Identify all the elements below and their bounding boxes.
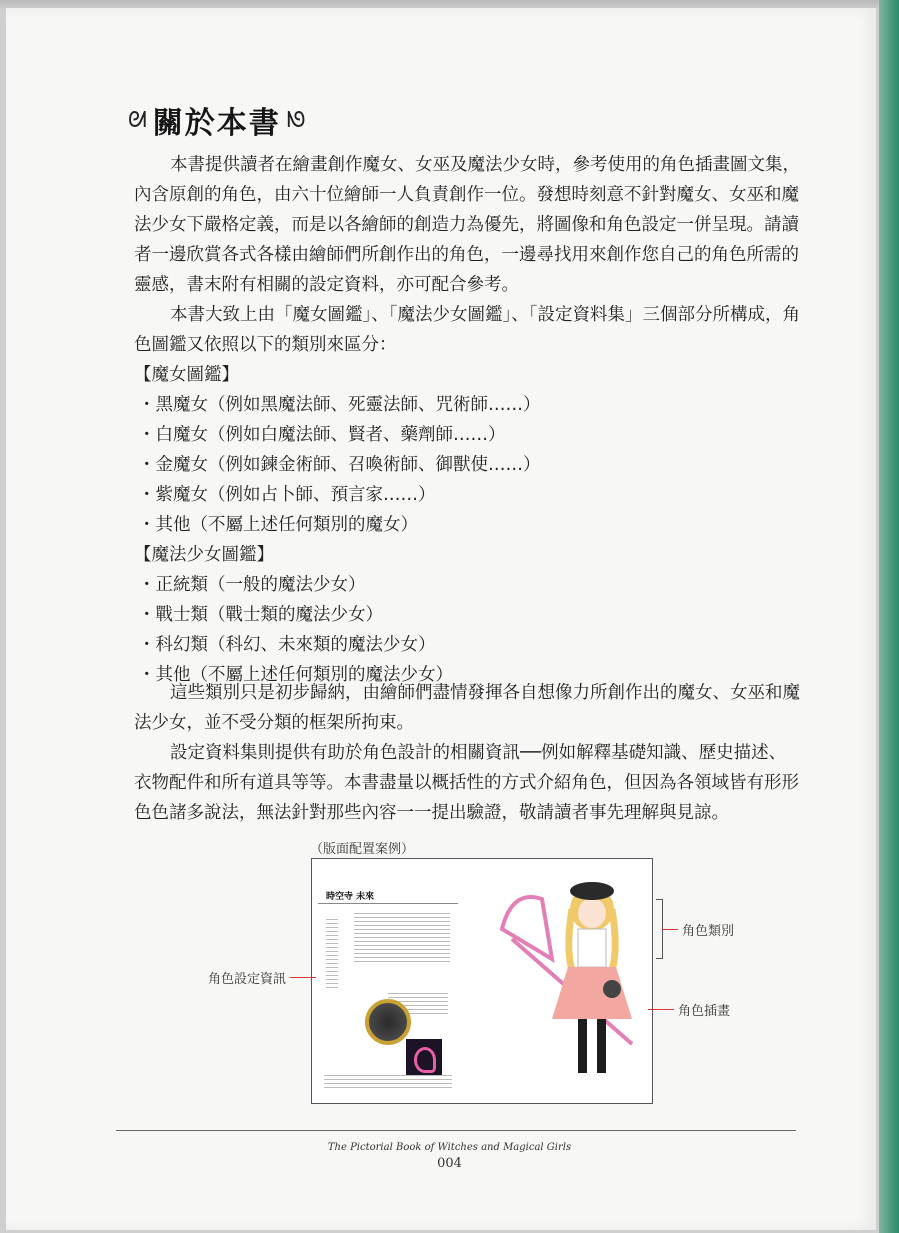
callout-label: 角色設定資訊: [208, 972, 287, 987]
callout-character-illustration: [648, 1000, 730, 1019]
section-heading: [128, 98, 305, 142]
callout-line: [648, 1009, 674, 1010]
character-info-panel: [318, 889, 458, 1095]
witch-category-list: [134, 390, 800, 540]
list-item: ・ 戰士類（戰士類的魔法少女）: [134, 600, 800, 630]
ornament-right-icon: ᘚ: [286, 107, 306, 133]
list-item: ・ 科幻類（科幻、未來類的魔法少女）: [134, 630, 800, 660]
mini-footnote: [324, 1075, 452, 1089]
structure-paragraph: 本書大致上由「魔女圖鑑」、「魔法少女圖鑑」、「設定資料集」三個部分所構成，角色圖鑑又依照以下的類別來區分：: [134, 305, 800, 355]
layout-example-figure: [311, 858, 653, 1104]
witch-catalog-heading: 【魔女圖鑑】: [134, 365, 239, 385]
page-edge-strip: [879, 0, 899, 1233]
divider: [318, 903, 458, 904]
callout-character-category: [662, 920, 734, 939]
callout-label: 角色插畫: [678, 1004, 731, 1019]
mini-text-block: [354, 913, 450, 963]
callout-character-info: [208, 968, 316, 987]
magical-girl-category-list: [134, 570, 800, 690]
page-title: 關於本書: [152, 106, 281, 141]
mini-artwork-image: [406, 1039, 442, 1075]
page-number: 004: [437, 1156, 462, 1171]
callout-label: 角色類別: [682, 924, 735, 939]
note-paragraph: 這些類別只是初步歸納，由繪師們盡情發揮各自想像力所創作出的魔女、女巫和魔法少女，並不受分類的框架所拘束。: [134, 683, 800, 733]
callout-line: [290, 977, 316, 978]
footer-rule: [116, 1130, 796, 1131]
body-text-bottom: [134, 678, 800, 828]
magical-girl-illustration: [472, 869, 648, 1097]
data-paragraph: 設定資料集則提供有助於角色設計的相關資訊──例如解釋基礎知識、歷史描述、衣物配件和所有道具等等。本書盡量以概括性的方式介紹角色，但因為各領域皆有形形色色諸多說法，無法針對那些內容一一提出驗證，敬請讀者事先理解與見諒。: [134, 743, 799, 823]
mini-vertical-title: [326, 919, 338, 989]
list-item: ・ 黑魔女（例如黑魔法師、死靈法師、咒術師……）: [134, 390, 800, 420]
magical-girl-catalog-heading: 【魔法少女圖鑑】: [134, 545, 274, 565]
list-item: ・ 紫魔女（例如占卜師、預言家……）: [134, 480, 800, 510]
list-item: ・ 其他（不屬上述任何類別的魔女）: [134, 510, 800, 540]
ornament-left-icon: ᘛ: [128, 107, 147, 133]
intro-paragraph: 本書提供讀者在繪畫創作魔女、女巫及魔法少女時，參考使用的角色插畫圖文集，內含原創的角色，由六十位繪師一人負責創作一位。發想時刻意不針對魔女、女巫和魔法少女下嚴格定義，而是以各繪師的創造力為優先，將圖像和角色設定一併呈現。請讀者一邊欣賞各式各樣由繪師們所創作出的角色，一邊尋找用來創作您自己的角色所需的靈感，書末附有相關的設定資料，亦可配合參考。: [134, 155, 800, 295]
callout-line: [662, 929, 678, 930]
list-item: ・ 白魔女（例如白魔法師、賢者、藥劑師……）: [134, 420, 800, 450]
body-text-top: [134, 150, 800, 690]
list-item: ・ 正統類（一般的魔法少女）: [134, 570, 800, 600]
footer-book-title: The Pictorial Book of Witches and Magical Girls: [327, 1142, 572, 1153]
pendant-image: [365, 999, 411, 1045]
list-item: ・ 其他（不屬上述任何類別的魔法少女）: [134, 660, 800, 690]
figure-caption: （版面配置案例）: [310, 842, 415, 857]
list-item: ・ 金魔女（例如鍊金術師、召喚術師、御獸使……）: [134, 450, 800, 480]
character-illustration: [472, 869, 648, 1097]
mini-character-name: 時空寺 未來: [326, 892, 375, 902]
